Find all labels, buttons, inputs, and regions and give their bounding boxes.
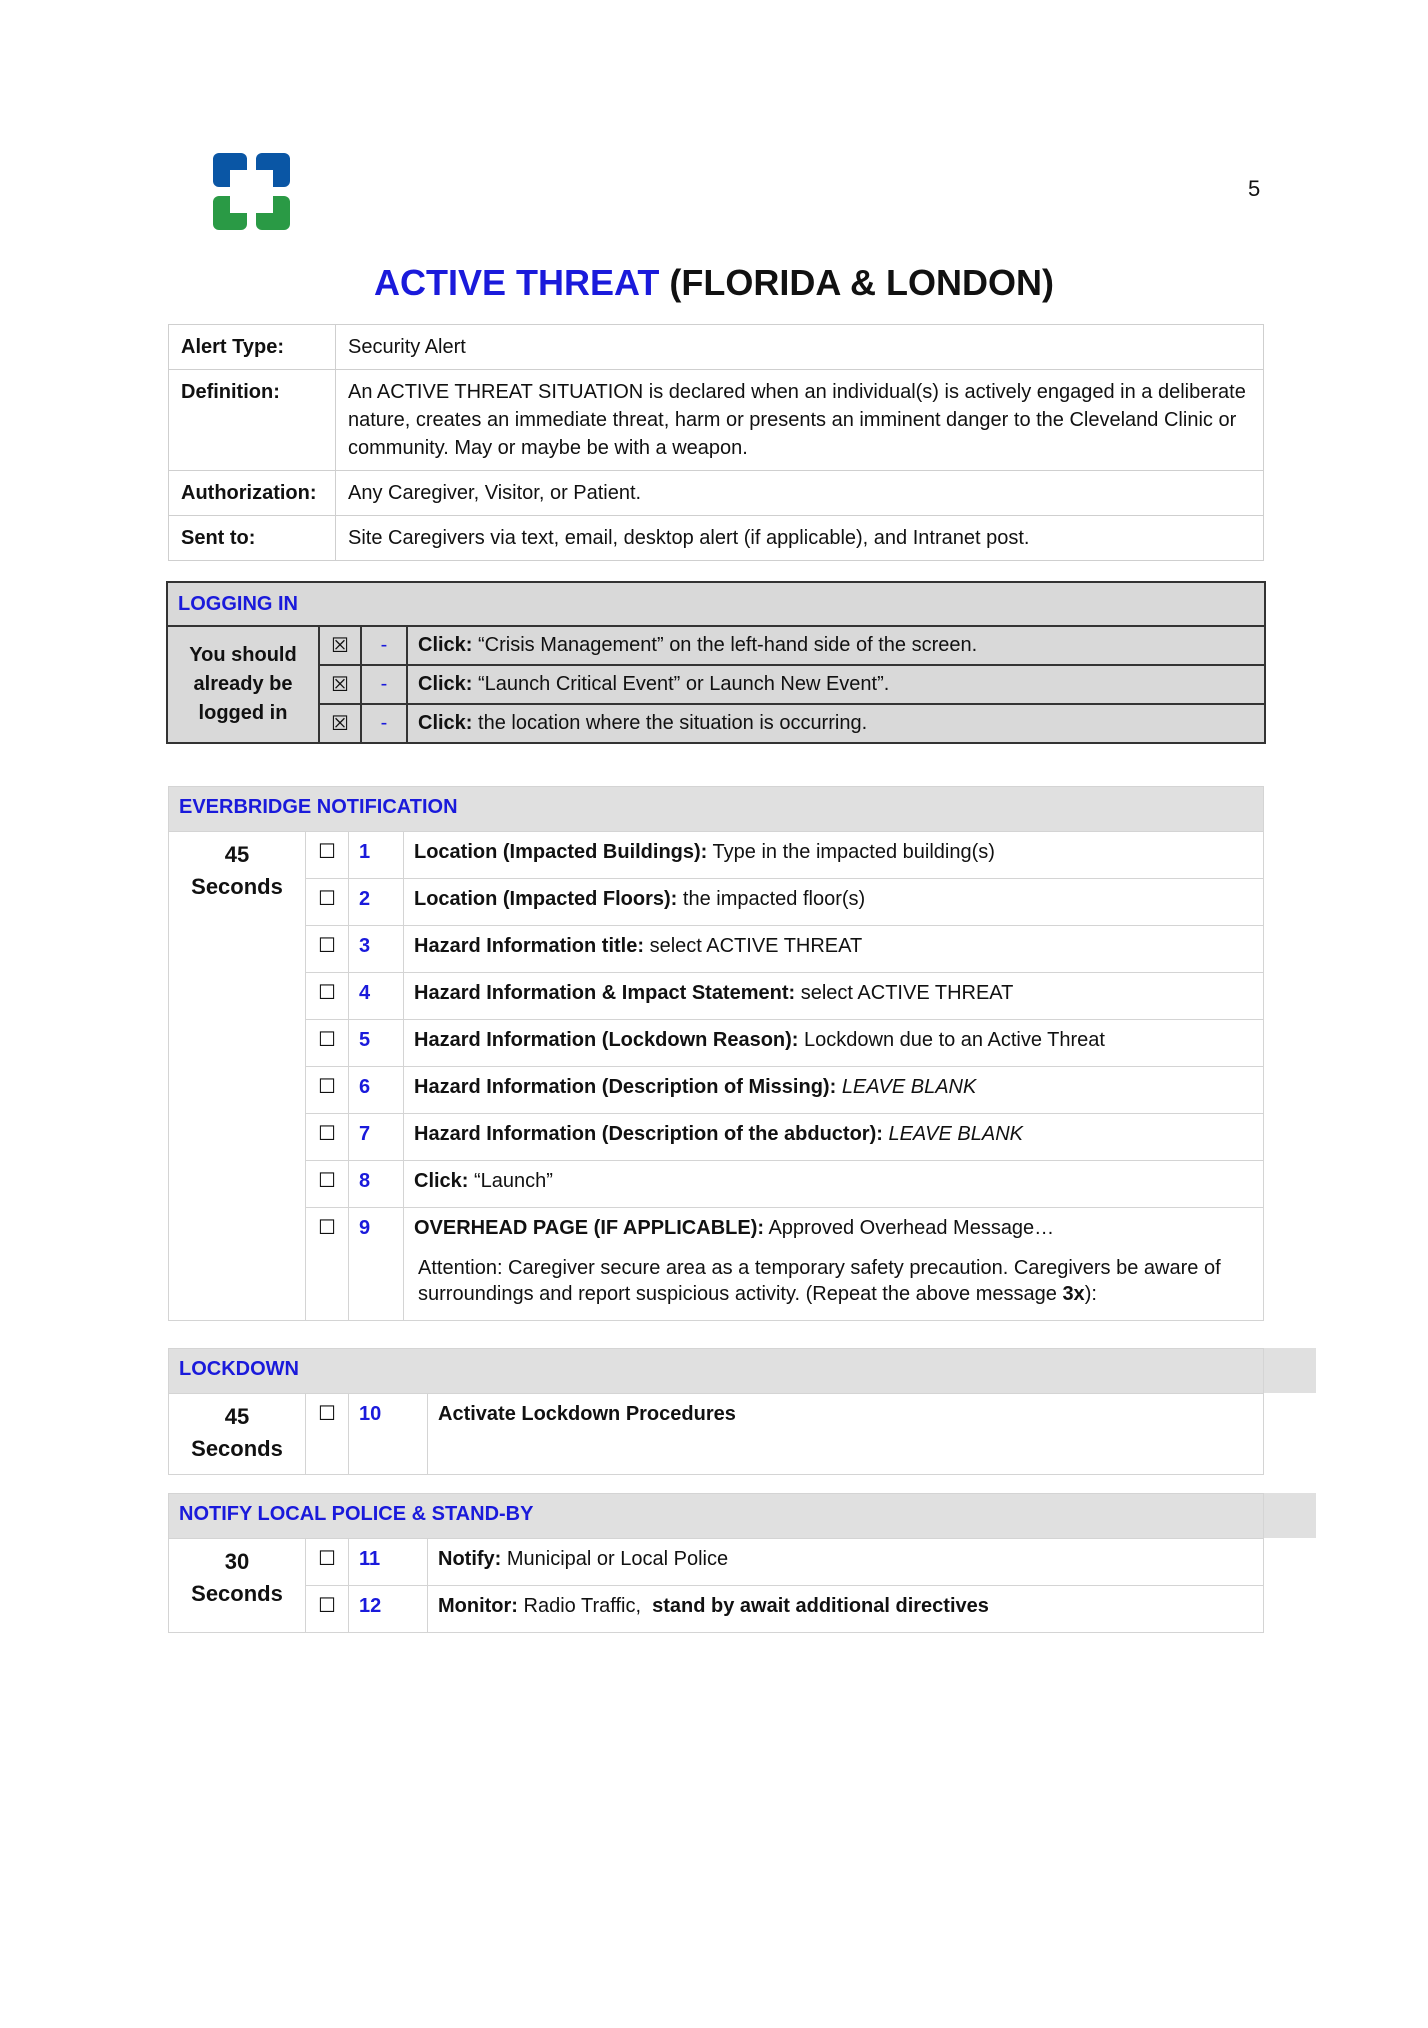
step-number: 7 xyxy=(349,1114,404,1161)
header-extension xyxy=(1264,1493,1316,1538)
step-checkbox[interactable]: ☐ xyxy=(306,832,349,879)
step-number: 6 xyxy=(349,1067,404,1114)
sent-to-row xyxy=(169,516,1264,561)
step-number: 12 xyxy=(349,1586,428,1633)
step-number: 1 xyxy=(349,832,404,879)
page-title xyxy=(0,262,1428,304)
step-checkbox[interactable]: ☐ xyxy=(306,1067,349,1114)
step-dash: - xyxy=(361,704,407,743)
logging-in-table xyxy=(166,581,1266,744)
title-main: ACTIVE THREAT xyxy=(374,262,660,303)
checked-checkbox[interactable]: ☒ xyxy=(319,665,361,704)
everbridge-header: EVERBRIDGE NOTIFICATION xyxy=(169,787,1264,832)
step-checkbox[interactable]: ☐ xyxy=(306,973,349,1020)
step-dash: - xyxy=(361,626,407,665)
checked-checkbox[interactable]: ☒ xyxy=(319,704,361,743)
notify-step xyxy=(169,1586,1264,1633)
authorization-value: Any Caregiver, Visitor, or Patient. xyxy=(336,471,1264,516)
notify-police-table xyxy=(168,1493,1264,1633)
step-number: 8 xyxy=(349,1161,404,1208)
page-number: 5 xyxy=(1248,176,1261,201)
overhead-message: Attention: Caregiver secure area as a temporary safety precaution. Caregivers be aware of surroundings and report suspicious activity. (Repeat the above message 3x): xyxy=(418,1257,1221,1305)
step-number: 10 xyxy=(349,1394,428,1475)
logging-step xyxy=(167,665,1265,704)
step-text: Hazard Information (Lockdown Reason): Lockdown due to an Active Threat xyxy=(404,1020,1264,1067)
step-checkbox[interactable]: ☐ xyxy=(306,926,349,973)
sent-to-value: Site Caregivers via text, email, desktop alert (if applicable), and Intranet post. xyxy=(336,516,1264,561)
everbridge-step xyxy=(169,1161,1264,1208)
clinic-logo xyxy=(213,153,290,230)
everbridge-step xyxy=(169,1114,1264,1161)
step-number: 11 xyxy=(349,1539,428,1586)
step-checkbox[interactable]: ☐ xyxy=(306,1586,349,1633)
step-text: Hazard Information title: select ACTIVE THREAT xyxy=(404,926,1264,973)
authorization-label: Authorization: xyxy=(169,471,336,516)
title-sub: (FLORIDA & LONDON) xyxy=(669,262,1054,303)
alert-type-label: Alert Type: xyxy=(169,325,336,370)
logging-step-text: Click: “Launch Critical Event” or Launch New Event”. xyxy=(407,665,1265,704)
step-number: 2 xyxy=(349,879,404,926)
step-dash: - xyxy=(361,665,407,704)
step-number: 3 xyxy=(349,926,404,973)
step-checkbox[interactable]: ☐ xyxy=(306,1020,349,1067)
step-text: Hazard Information (Description of the abductor): LEAVE BLANK xyxy=(404,1114,1264,1161)
step-checkbox[interactable]: ☐ xyxy=(306,1394,349,1475)
step-number: 5 xyxy=(349,1020,404,1067)
everbridge-step xyxy=(169,1208,1264,1321)
lockdown-duration: 45 Seconds xyxy=(169,1394,306,1475)
lockdown-header: LOCKDOWN xyxy=(169,1349,1264,1394)
step-text: Hazard Information (Description of Missing): LEAVE BLANK xyxy=(404,1067,1264,1114)
lockdown-step xyxy=(169,1394,1264,1475)
everbridge-table xyxy=(168,786,1264,1321)
everbridge-step xyxy=(169,973,1264,1020)
authorization-row xyxy=(169,471,1264,516)
step-text: Hazard Information & Impact Statement: select ACTIVE THREAT xyxy=(404,973,1264,1020)
definition-row xyxy=(169,370,1264,471)
step-text: OVERHEAD PAGE (IF APPLICABLE): Approved Overhead Message… Attention: Caregiver secure area as a temporary safety precaution. Caregivers be aware of surroundings and report suspicious activity. (Repeat the above message 3x): xyxy=(404,1208,1264,1321)
logged-in-note: You should already be logged in xyxy=(167,626,319,743)
step-checkbox[interactable]: ☐ xyxy=(306,1161,349,1208)
header-extension xyxy=(1264,1348,1316,1393)
step-text: Activate Lockdown Procedures xyxy=(428,1394,1264,1475)
step-text: Notify: Municipal or Local Police xyxy=(428,1539,1264,1586)
step-text: Click: “Launch” xyxy=(404,1161,1264,1208)
step-text: Location (Impacted Floors): the impacted floor(s) xyxy=(404,879,1264,926)
checked-checkbox[interactable]: ☒ xyxy=(319,626,361,665)
step-text: Monitor: Radio Traffic, stand by await additional directives xyxy=(428,1586,1264,1633)
alert-type-value: Security Alert xyxy=(336,325,1264,370)
step-checkbox[interactable]: ☐ xyxy=(306,879,349,926)
logging-step xyxy=(167,704,1265,743)
alert-type-row xyxy=(169,325,1264,370)
everbridge-duration: 45 Seconds xyxy=(169,832,306,1321)
everbridge-step xyxy=(169,926,1264,973)
logging-step-text: Click: the location where the situation is occurring. xyxy=(407,704,1265,743)
definition-label: Definition: xyxy=(169,370,336,471)
step-text: Location (Impacted Buildings): Type in the impacted building(s) xyxy=(404,832,1264,879)
logging-in-header: LOGGING IN xyxy=(167,582,1265,626)
notify-step xyxy=(169,1539,1264,1586)
step-number: 4 xyxy=(349,973,404,1020)
step-number: 9 xyxy=(349,1208,404,1321)
sent-to-label: Sent to: xyxy=(169,516,336,561)
step-checkbox[interactable]: ☐ xyxy=(306,1114,349,1161)
everbridge-step xyxy=(169,832,1264,879)
everbridge-step xyxy=(169,879,1264,926)
everbridge-step xyxy=(169,1020,1264,1067)
notify-duration: 30 Seconds xyxy=(169,1539,306,1633)
lockdown-table xyxy=(168,1348,1264,1475)
step-checkbox[interactable]: ☐ xyxy=(306,1208,349,1321)
step-checkbox[interactable]: ☐ xyxy=(306,1539,349,1586)
logging-step xyxy=(167,626,1265,665)
notify-header: NOTIFY LOCAL POLICE & STAND-BY xyxy=(169,1494,1264,1539)
definition-value: An ACTIVE THREAT SITUATION is declared when an individual(s) is actively engaged in a deliberate nature, creates an immediate threat, harm or presents an imminent danger to the Cleveland Clinic or community. May or maybe be with a weapon. xyxy=(336,370,1264,471)
alert-info-table xyxy=(168,324,1264,561)
logging-step-text: Click: “Crisis Management” on the left-hand side of the screen. xyxy=(407,626,1265,665)
everbridge-step xyxy=(169,1067,1264,1114)
